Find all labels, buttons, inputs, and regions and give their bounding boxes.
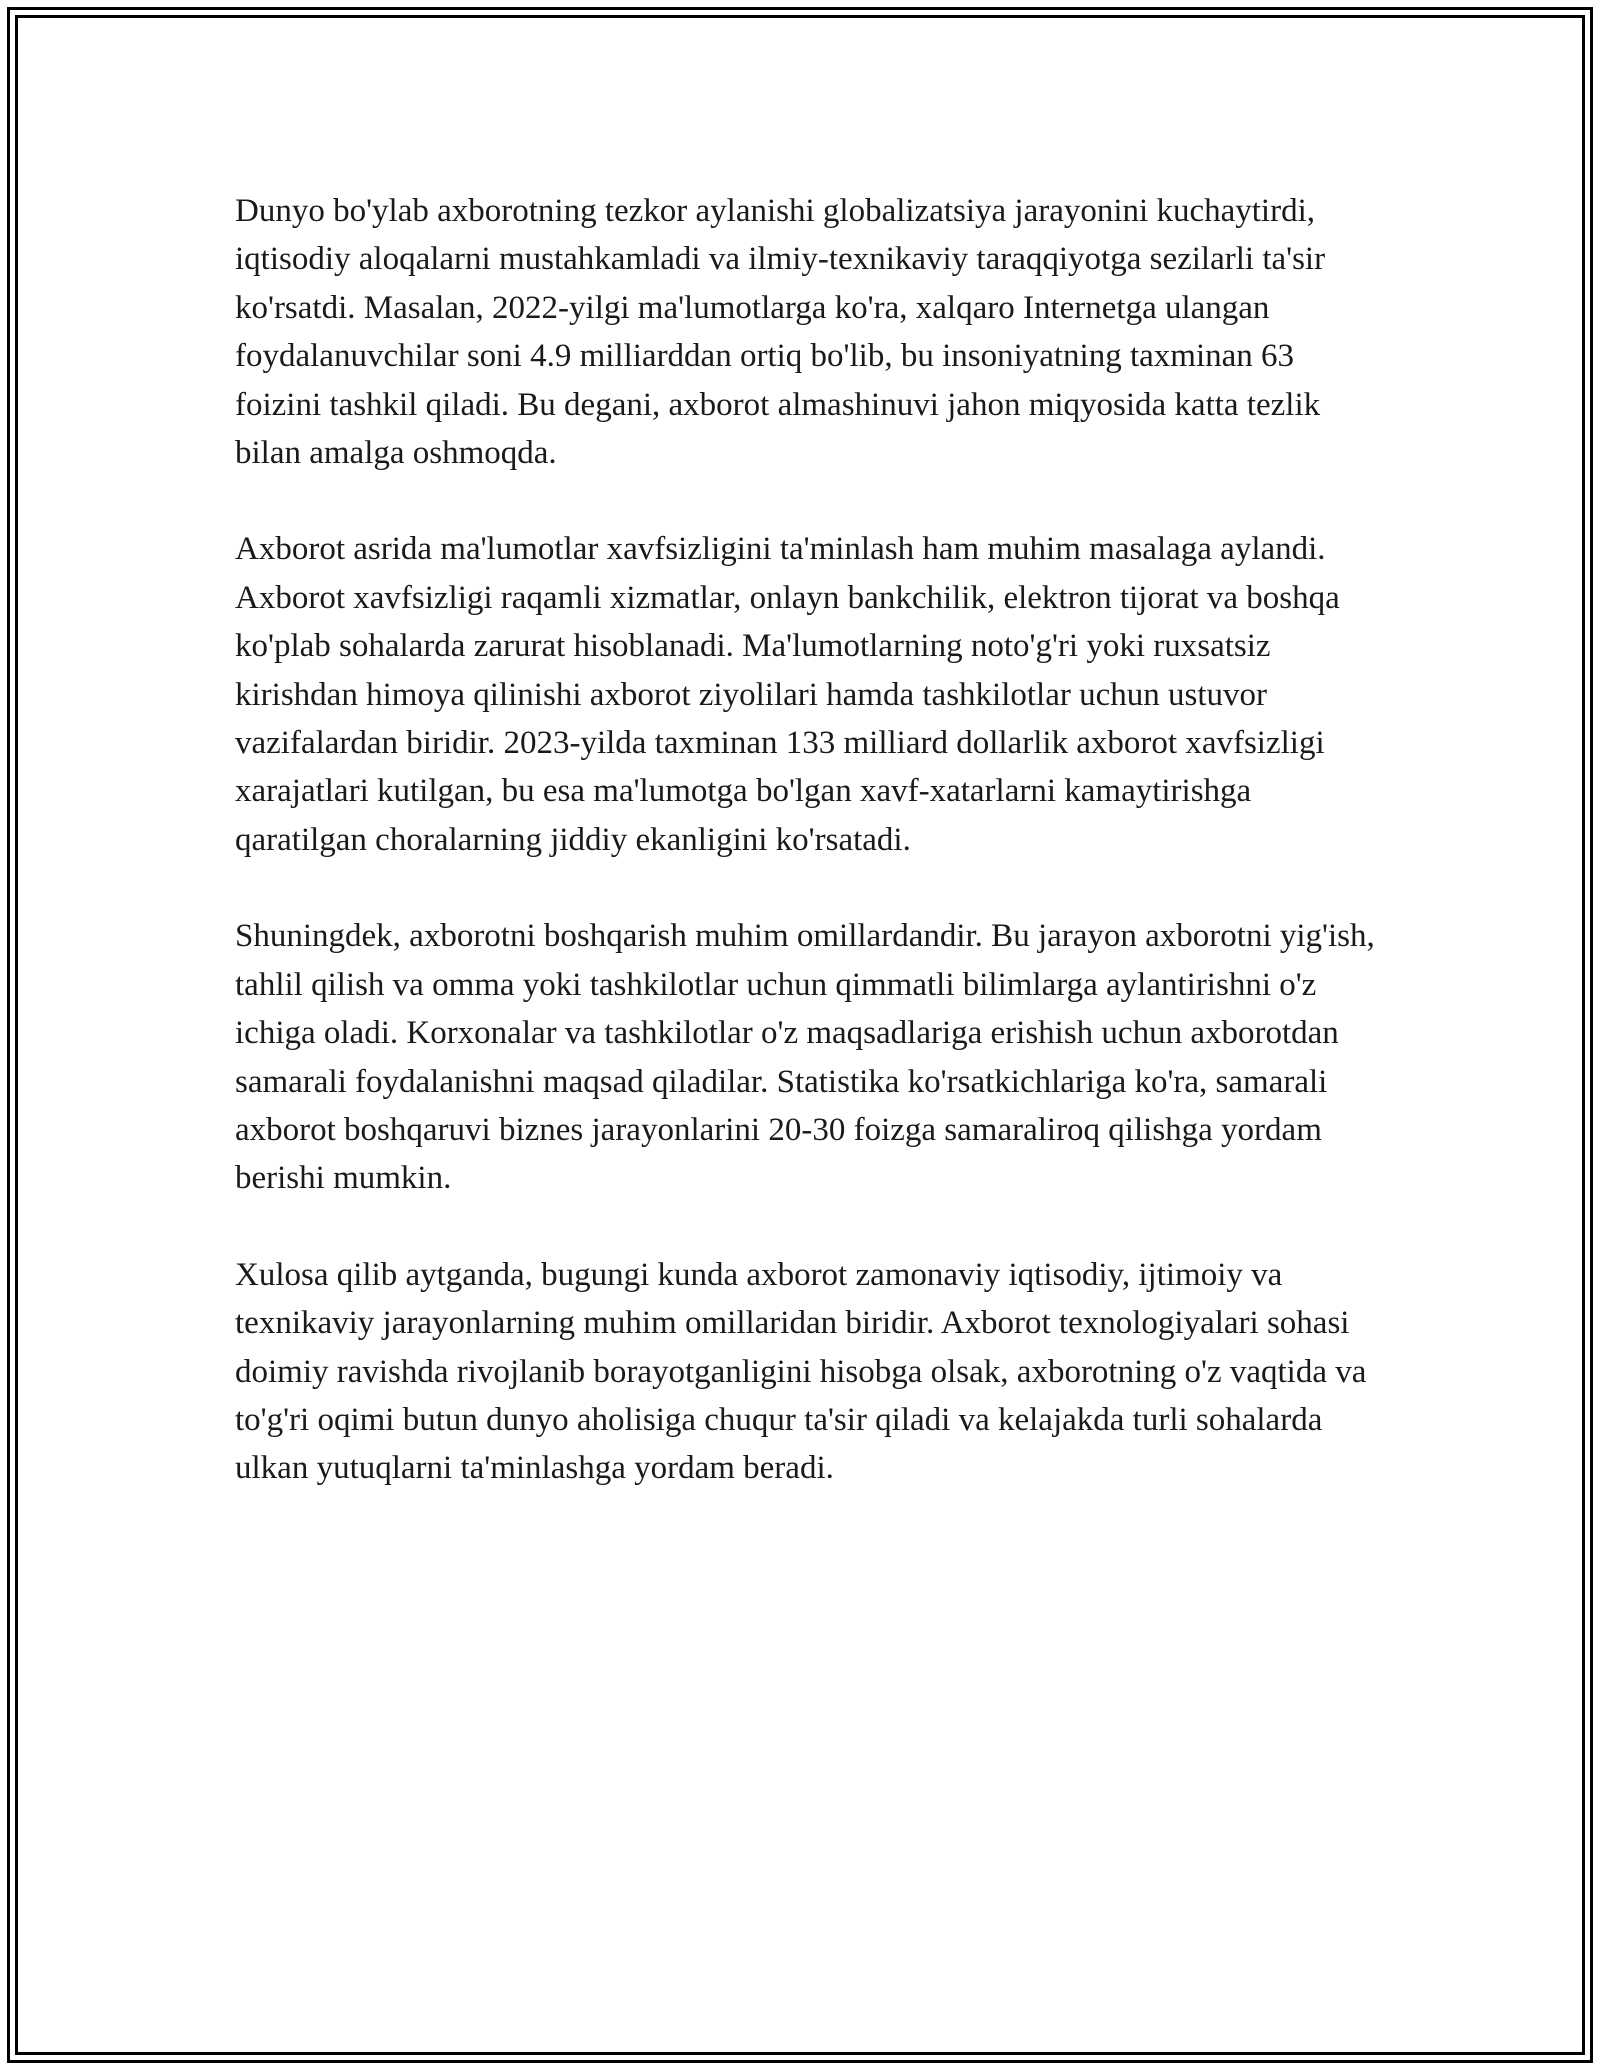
paragraph-1: Dunyo bo'ylab axborotning tezkor aylanishi globalizatsiya jarayonini kuchaytirdi, iqtisodiy aloqalarni mustahkamladi va ilmiy-texnikaviy taraqqiyotga sezilarli ta'sir ko'rsatdi. Masalan, 2022-yilgi ma'lumotlarga ko'ra, xalqaro Internetga ulangan foydalanuvchilar soni 4.9 milliarddan ortiq bo'lib, bu insoniyatning taxminan 63 foizini tashkil qiladi. Bu degani, axborot almashinuvi jahon miqyosida katta tezlik bilan amalga oshmoqda. (235, 193, 1326, 472)
paragraph-3: Shuningdek, axborotni boshqarish muhim omillardandir. Bu jarayon axborotni yig'ish, tahlil qilish va omma yoki tashkilotlar uchun qimmatli bilimlarga aylantirishni o'z ichiga oladi. Korxonalar va tashkilotlar o'z maqsadlariga erishish uchun axborotdan samarali foydalanishni maqsad qiladilar. Statistika ko'rsatkichlariga ko'ra, samarali axborot boshqaruvi biznes jarayonlarini 20-30 foizga samaraliroq qilishga yordam berishi mumkin. (235, 918, 1375, 1197)
paragraph-4: Xulosa qilib aytganda, bugungi kunda axborot zamonaviy iqtisodiy, ijtimoiy va texnikaviy jarayonlarning muhim omillaridan biridir. Axborot texnologiyalari sohasi doimiy ravishda rivojlanib borayotganligini hisobga olsak, axborotning o'z vaqtida va to'g'ri oqimi butun dunyo aholisiga chuqur ta'sir qiladi va kelajakda turli sohalarda ulkan yutuqlarni ta'minlashga yordam beradi. (235, 1256, 1367, 1487)
paragraph-2: Axborot asrida ma'lumotlar xavfsizligini ta'minlash ham muhim masalaga aylandi. Axborot xavfsizligi raqamli xizmatlar, onlayn bankchilik, elektron tijorat va boshqa ko'plab sohalarda zarurat hisoblanadi. Ma'lumotlarning noto'g'ri yoki ruxsatsiz kirishdan himoya qilinishi axborot ziyolilari hamda tashkilotlar uchun ustuvor vazifalardan biridir. 2023-yilda taxminan 133 milliard dollarlik axborot xavfsizligi xarajatlari kutilgan, bu esa ma'lumotga bo'lgan xavf-xatarlarni kamaytirishga qaratilgan choralarning jiddiy ekanligini ko'rsatadi. (235, 531, 1340, 858)
document-body (235, 187, 1385, 1541)
